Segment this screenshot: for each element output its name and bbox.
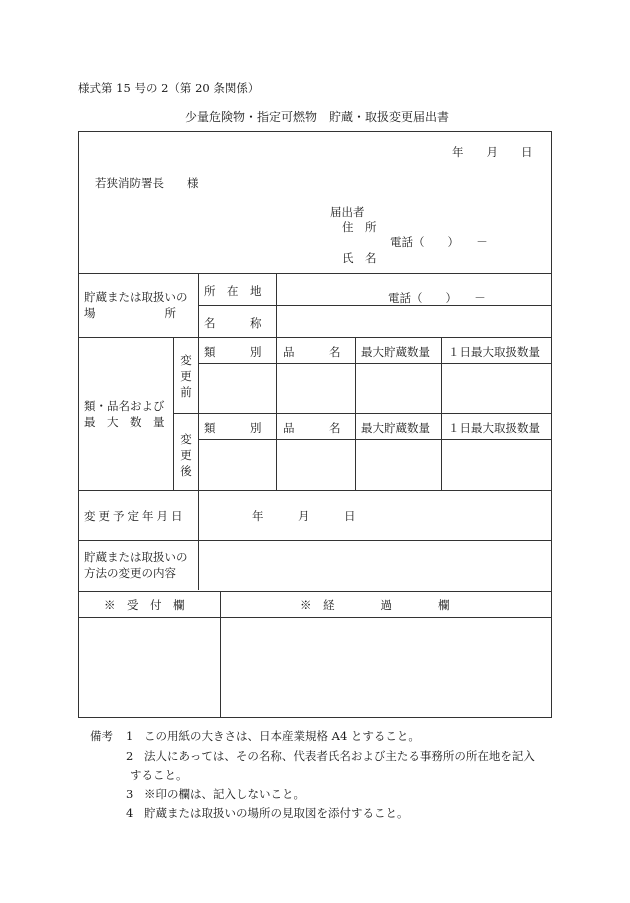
change-date-field[interactable]: 年 月 日 <box>252 509 356 523</box>
change-date-label: 変更予定年月日 <box>84 509 186 523</box>
column-header-product: 品 名 <box>283 345 341 359</box>
row-divider <box>173 413 552 414</box>
note-item: 3 ※印の欄は、記入しないこと。 <box>126 787 305 801</box>
row-divider <box>198 439 552 440</box>
form-title: 少量危険物・指定可燃物 貯蔵・取扱変更届出書 <box>185 110 450 124</box>
col-divider <box>441 337 442 490</box>
location-phone-field[interactable]: 電話（ ） － <box>388 291 486 305</box>
column-header-max-storage: 最大貯蔵数量 <box>361 421 430 435</box>
row-divider <box>78 540 552 541</box>
note-item: 2 法人にあっては、その名称、代表者氏名および主たる事務所の所在地を記入 <box>126 749 535 763</box>
row-divider <box>78 273 552 274</box>
col-divider <box>355 337 356 490</box>
submitter-label: 届出者 <box>330 205 365 219</box>
note-item: すること。 <box>130 768 188 782</box>
notes-title: 備考 <box>90 729 113 743</box>
column-header-category: 類 別 <box>204 345 262 359</box>
place-label: 貯蔵または取扱いの場 所 <box>84 290 188 320</box>
col-divider <box>220 591 221 718</box>
reception-label: ※ 受 付 欄 <box>104 598 185 612</box>
name-field[interactable]: 氏 名 <box>342 251 377 265</box>
progress-label: ※ 経 過 欄 <box>300 598 450 612</box>
note-item: 4 貯蔵または取扱いの場所の見取図を添付すること。 <box>126 806 409 820</box>
row-divider <box>198 363 552 364</box>
row-divider <box>78 617 552 618</box>
column-header-max-storage: 最大貯蔵数量 <box>361 345 430 359</box>
phone-field[interactable]: 電話（ ） － <box>390 235 488 249</box>
row-divider <box>78 591 552 592</box>
addressee: 若狭消防署長 様 <box>95 176 199 190</box>
date-field[interactable]: 年 月 日 <box>452 145 533 159</box>
col-divider <box>276 273 277 337</box>
row-divider <box>78 490 552 491</box>
facility-name-field[interactable] <box>278 306 550 336</box>
form-number: 様式第 15 号の 2（第 20 条関係） <box>78 81 260 95</box>
col-divider <box>198 273 199 590</box>
facility-name-label: 名 称 <box>204 316 262 330</box>
col-divider <box>276 337 277 490</box>
after-change-label: 変更後 <box>180 432 192 478</box>
note-item: 1 この用紙の大きさは、日本産業規格 A4 とすること。 <box>126 729 420 743</box>
before-change-label: 変更前 <box>180 353 192 399</box>
column-header-max-daily: １日最大取扱数量 <box>448 421 540 435</box>
quantity-label: 類・品名および最 大 数 量 <box>84 399 165 429</box>
column-header-category: 類 別 <box>204 421 262 435</box>
address-field[interactable]: 住 所 <box>342 220 377 234</box>
change-content-field[interactable] <box>200 542 550 589</box>
change-content-label: 貯蔵または取扱いの方法の変更の内容 <box>84 550 188 580</box>
location-label: 所 在 地 <box>204 284 262 298</box>
col-divider <box>173 337 174 490</box>
column-header-product: 品 名 <box>283 421 341 435</box>
column-header-max-daily: １日最大取扱数量 <box>448 345 540 359</box>
row-divider <box>78 337 552 338</box>
